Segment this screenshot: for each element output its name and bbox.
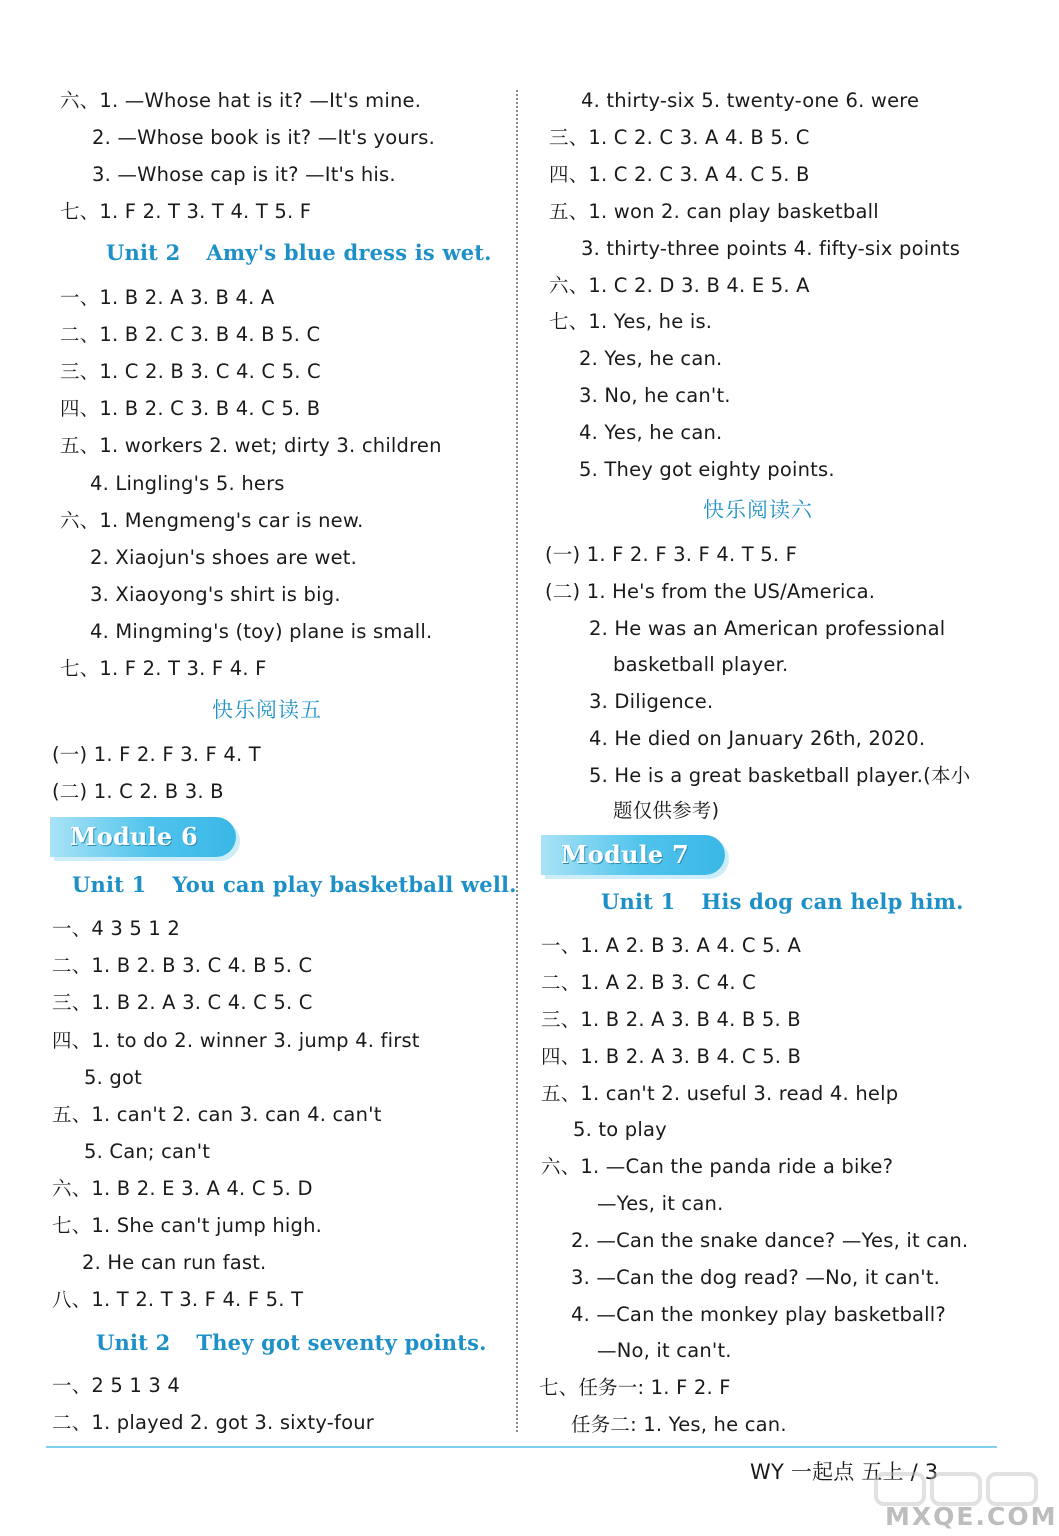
answer-line: 2. He was an American professional [589,617,946,640]
answer-line: 六、1. —Whose hat is it? —It's mine. [60,89,422,112]
answer-line: 5. to play [573,1118,667,1141]
answer-line: (一) 1. F 2. F 3. F 4. T 5. F [545,543,798,566]
reading-heading: 快乐阅读五 [212,698,322,722]
answer-line: 4. He died on January 26th, 2020. [589,727,926,750]
answer-line: 三、1. B 2. A 3. B 4. B 5. B [541,1008,801,1031]
answer-line: 五、1. workers 2. wet; dirty 3. children [60,434,442,457]
answer-line: 五、1. can't 2. useful 3. read 4. help [541,1082,899,1105]
answer-line: 任务二: 1. Yes, he can. [571,1413,787,1436]
answer-line: 三、1. C 2. B 3. C 4. C 5. C [60,360,321,383]
answer-line: 二、1. A 2. B 3. C 4. C [541,971,756,994]
answer-line: 四、1. B 2. C 3. B 4. C 5. B [60,397,321,420]
answer-line: 八、1. T 2. T 3. F 4. F 5. T [52,1288,304,1311]
answer-line: —Yes, it can. [597,1192,724,1215]
answer-line: 四、1. to do 2. winner 3. jump 4. first [52,1029,420,1052]
answer-line: 二、1. played 2. got 3. sixty-four [52,1411,374,1434]
answer-line: 七、1. She can't jump high. [52,1214,323,1237]
answer-line: 5. Can; can't [84,1140,211,1163]
answer-line: 四、1. C 2. C 3. A 4. C 5. B [549,163,810,186]
answer-line: 七、1. Yes, he is. [549,310,713,333]
answer-line: (二) 1. C 2. B 3. B [52,780,224,803]
unit-heading: Unit 1 His dog can help him. [601,889,964,914]
answer-line: 3. thirty-three points 4. fifty-six points [581,237,961,260]
unit-heading: Unit 2 They got seventy points. [96,1330,487,1355]
answer-line: 七、任务一: 1. F 2. F [539,1376,731,1399]
answer-line: 4. Mingming's (toy) plane is small. [90,620,433,643]
answer-line: 2. —Whose book is it? —It's yours. [92,126,435,149]
answer-line: 3. —Whose cap is it? —It's his. [92,163,396,186]
answer-line: 三、1. B 2. A 3. C 4. C 5. C [52,991,313,1014]
answer-line: 二、1. B 2. C 3. B 4. B 5. C [60,323,321,346]
answer-line: 六、1. —Can the panda ride a bike? [541,1155,894,1178]
answer-line: 5. He is a great basketball player.(本小 [589,764,971,787]
answer-line: 2. —Can the snake dance? —Yes, it can. [571,1229,969,1252]
answer-line: 5. got [84,1066,142,1089]
answer-line: 题仅供参考) [613,799,720,822]
footer-rule [46,1446,997,1448]
answer-line: (二) 1. He's from the US/America. [545,580,876,603]
answer-line: 二、1. B 2. B 3. C 4. B 5. C [52,954,313,977]
answer-line: 一、4 3 5 1 2 [52,917,181,940]
reading-heading: 快乐阅读六 [703,498,813,522]
answer-line: 一、2 5 1 3 4 [52,1374,181,1397]
answer-line: 4. Lingling's 5. hers [90,472,285,495]
answer-line: 3. No, he can't. [579,384,731,407]
column-divider [516,90,518,1432]
answer-line: 六、1. C 2. D 3. B 4. E 5. A [549,274,810,297]
answer-line: 2. He can run fast. [82,1251,267,1274]
unit-heading: Unit 1 You can play basketball well. [72,872,517,897]
left-column [0,0,515,1440]
answer-line: 2. Xiaojun's shoes are wet. [90,546,358,569]
answer-line: 四、1. B 2. A 3. B 4. C 5. B [541,1045,802,1068]
answer-line: 4. —Can the monkey play basketball? [571,1303,946,1326]
answer-line: 4. thirty-six 5. twenty-one 6. were [581,89,920,112]
answer-line: 3. —Can the dog read? —No, it can't. [571,1266,941,1289]
answer-line: 3. Xiaoyong's shirt is big. [90,583,341,606]
answer-line: 3. Diligence. [589,690,714,713]
page-footer: WY 一起点 五上 / 3 [750,1460,939,1484]
answer-line: 2. Yes, he can. [579,347,723,370]
answer-line: 五、1. can't 2. can 3. can 4. can't [52,1103,382,1126]
answer-line: —No, it can't. [597,1339,732,1362]
answer-line: basketball player. [613,653,789,676]
answer-line: 三、1. C 2. C 3. A 4. B 5. C [549,126,810,149]
answer-line: 五、1. won 2. can play basketball [549,200,879,223]
answer-line: (一) 1. F 2. F 3. F 4. T [52,743,261,766]
answer-line: 七、1. F 2. T 3. T 4. T 5. F [60,200,312,223]
answer-line: 一、1. A 2. B 3. A 4. C 5. A [541,934,802,957]
answer-line: 六、1. B 2. E 3. A 4. C 5. D [52,1177,313,1200]
answer-line: 4. Yes, he can. [579,421,723,444]
answer-line: 一、1. B 2. A 3. B 4. A [60,286,275,309]
module-badge: Module 7 [541,835,725,875]
unit-heading: Unit 2 Amy's blue dress is wet. [106,240,492,265]
answer-line: 七、1. F 2. T 3. F 4. F [60,657,267,680]
right-column [525,0,1059,1440]
answer-line: 5. They got eighty points. [579,458,835,481]
watermark-text: MXQE.COM [885,1502,1058,1531]
module-badge: Module 6 [50,817,236,857]
answer-line: 六、1. Mengmeng's car is new. [60,509,364,532]
